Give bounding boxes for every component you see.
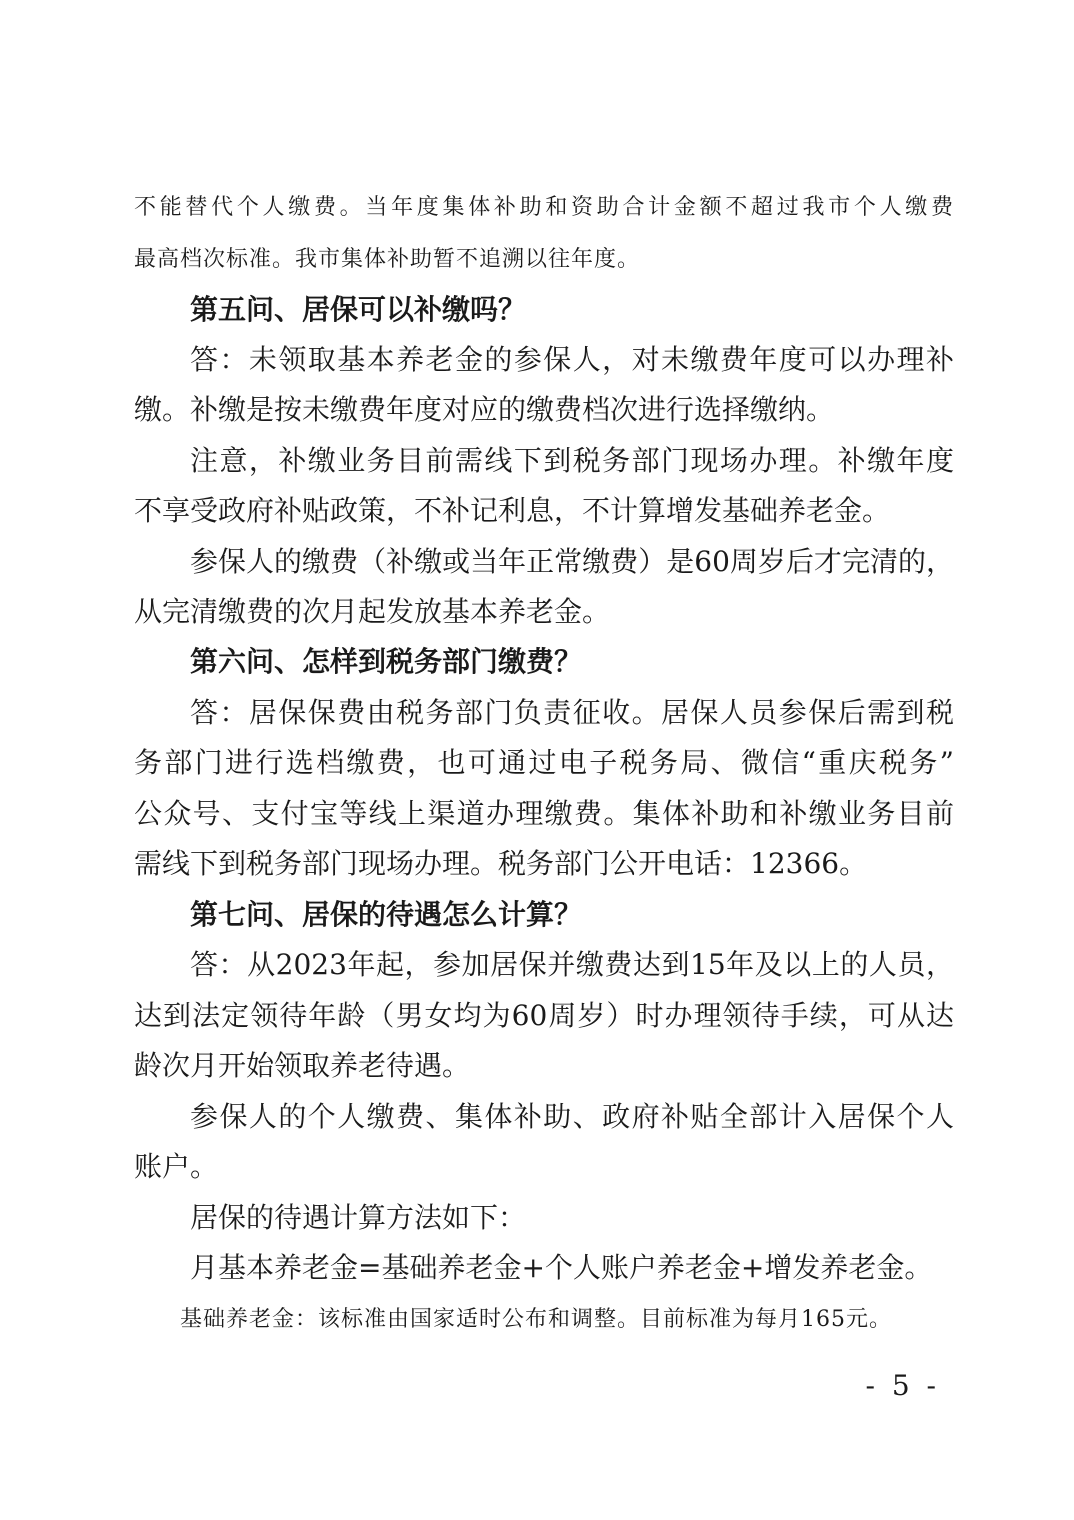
paragraph-line: 从完清缴费的次月起发放基本养老金。 — [134, 595, 611, 628]
paragraph-line: 公众号、支付宝等线上渠道办理缴费。集体补助和补缴业务目前 — [134, 797, 954, 830]
page-number: - 5 - — [865, 1369, 940, 1402]
formula-line: 月基本养老金=基础养老金+个人账户养老金+增发养老金。 — [190, 1251, 933, 1284]
paragraph-line: 答：居保保费由税务部门负责征收。居保人员参保后需到税 — [190, 696, 954, 729]
paragraph-line: 答：未领取基本养老金的参保人，对未缴费年度可以办理补 — [190, 343, 954, 376]
paragraph-line: 务部门进行选档缴费，也可通过电子税务局、微信“重庆税务” — [134, 746, 954, 779]
paragraph-line: 居保的待遇计算方法如下： — [190, 1201, 527, 1234]
section-heading-q7: 第七问、居保的待遇怎么计算？ — [190, 898, 583, 931]
paragraph-line: 缴。补缴是按未缴费年度对应的缴费档次进行选择缴纳。 — [134, 393, 835, 426]
paragraph-line: 注意，补缴业务目前需线下到税务部门现场办理。补缴年度 — [190, 444, 954, 477]
section-heading-q5: 第五问、居保可以补缴吗？ — [190, 293, 527, 326]
paragraph-line: 基础养老金：该标准由国家适时公布和调整。目前标准为每月165元。 — [180, 1307, 892, 1332]
section-heading-q6: 第六问、怎样到税务部门缴费？ — [190, 645, 583, 678]
paragraph-line: 最高档次标准。我市集体补助暂不追溯以往年度。 — [134, 247, 641, 272]
paragraph-line: 答：从2023年起，参加居保并缴费达到15年及以上的人员， — [190, 948, 954, 981]
paragraph-line: 龄次月开始领取养老待遇。 — [134, 1049, 471, 1082]
paragraph-line: 需线下到税务部门现场办理。税务部门公开电话：12366。 — [134, 847, 868, 880]
paragraph-line: 不能替代个人缴费。当年度集体补助和资助合计金额不超过我市个人缴费 — [134, 195, 954, 220]
paragraph-line: 账户。 — [134, 1150, 219, 1183]
paragraph-line: 参保人的缴费（补缴或当年正常缴费）是60周岁后才完清的， — [190, 545, 954, 578]
paragraph-line: 不享受政府补贴政策，不补记利息，不计算增发基础养老金。 — [134, 494, 891, 527]
paragraph-line: 参保人的个人缴费、集体补助、政府补贴全部计入居保个人 — [190, 1100, 954, 1133]
paragraph-line: 达到法定领待年龄（男女均为60周岁）时办理领待手续，可从达 — [134, 999, 954, 1032]
